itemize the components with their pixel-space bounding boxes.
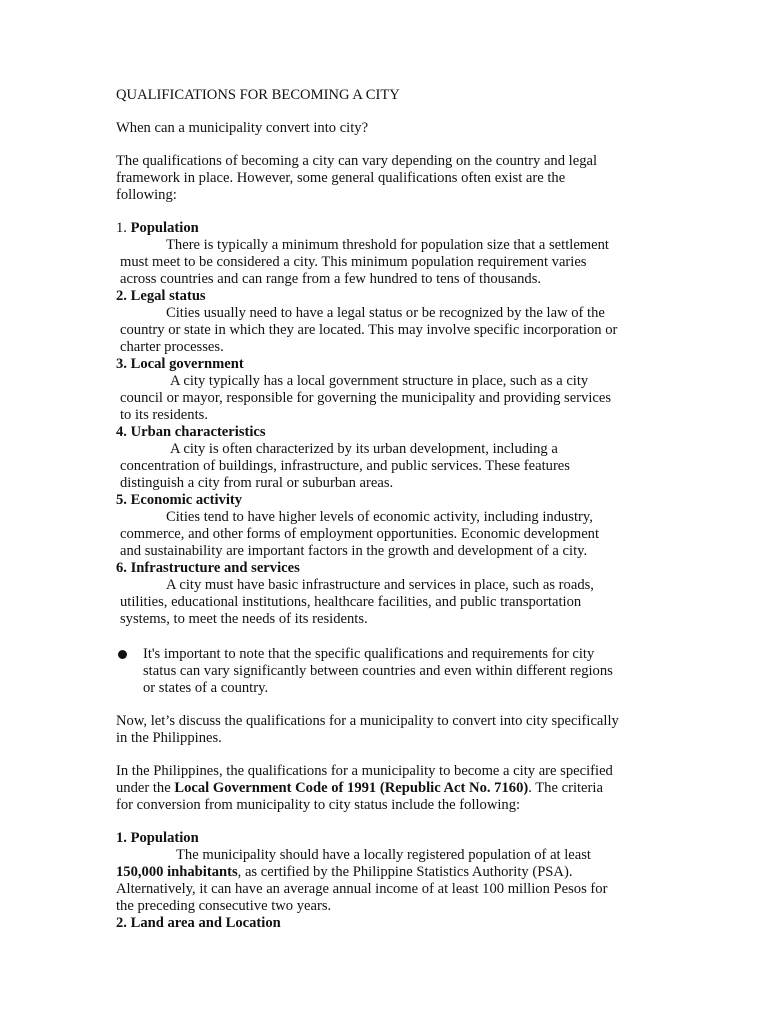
document-title: QUALIFICATIONS FOR BECOMING A CITY	[116, 87, 400, 103]
general-item	[116, 560, 656, 628]
item-number: 3.	[116, 356, 127, 372]
general-item	[116, 424, 656, 492]
item-heading	[116, 492, 656, 509]
ph-intro-line: In the Philippines, the qualifications for a municipality to become a city are specified	[116, 763, 613, 779]
item-heading-text: Population	[130, 220, 199, 236]
intro-paragraph	[116, 153, 656, 204]
item-heading-text: Economic activity	[130, 492, 243, 508]
item-line: distinguish a city from rural or suburban areas.	[120, 475, 394, 491]
item-heading	[116, 356, 656, 373]
item-heading	[116, 424, 656, 441]
item-number: 6.	[116, 560, 127, 576]
item-number: 1.	[116, 220, 127, 236]
intro-line: framework in place. However, some general qualifications often exist are the	[116, 170, 566, 186]
bullet-note	[116, 646, 656, 697]
bullet-line: or states of a country.	[143, 680, 269, 696]
general-qualifications-list	[116, 220, 656, 628]
item-heading-text: Local government	[130, 356, 244, 372]
document-page	[116, 87, 656, 932]
criteria-heading-population: 1. Population	[116, 830, 199, 846]
item-heading	[116, 560, 656, 577]
philippines-criteria-list	[116, 830, 656, 932]
transition-paragraph	[116, 713, 656, 747]
item-heading	[116, 288, 656, 305]
item-number: 5.	[116, 492, 127, 508]
item-first-line: Cities tend to have higher levels of economic activity, including industry,	[166, 509, 593, 525]
intro-line: following:	[116, 187, 177, 203]
ph-intro-text: . The criteria	[528, 780, 603, 796]
item-line: concentration of buildings, infrastructure, and public services. These features	[120, 458, 570, 474]
criteria-line: The municipality should have a locally registered population of at least	[176, 847, 591, 863]
bullet-icon	[118, 650, 127, 659]
item-first-line: A city is often characterized by its urban development, including a	[170, 441, 558, 457]
population-threshold: 150,000 inhabitants	[116, 864, 238, 880]
item-line: and sustainability are important factors in the growth and development of a city.	[120, 543, 588, 559]
intro-line: The qualifications of becoming a city can vary depending on the country and legal	[116, 153, 598, 169]
item-line: country or state in which they are located. This may involve specific incorporation or	[120, 322, 618, 338]
general-item	[116, 356, 656, 424]
item-line: utilities, educational institutions, healthcare facilities, and public transportation	[120, 594, 582, 610]
question-line: When can a municipality convert into city?	[116, 120, 369, 136]
item-line: across countries and can range from a few hundred to tens of thousands.	[120, 271, 542, 287]
item-line: must meet to be considered a city. This minimum population requirement varies	[120, 254, 587, 270]
item-heading-text: Legal status	[130, 288, 206, 304]
item-line: commerce, and other forms of employment opportunities. Economic development	[120, 526, 600, 542]
item-line: charter processes.	[120, 339, 224, 355]
item-line: council or mayor, responsible for governing the municipality and providing services	[120, 390, 612, 406]
philippines-intro-paragraph	[116, 763, 656, 814]
ph-intro-text: under the	[116, 780, 175, 796]
bullet-line: It's important to note that the specific qualifications and requirements for city	[143, 646, 595, 662]
criteria-line: Alternatively, it can have an average annual income of at least 100 million Pesos for	[116, 881, 608, 897]
item-number: 2.	[116, 288, 127, 304]
bullet-line: status can vary significantly between countries and even within different regions	[143, 663, 613, 679]
item-line: systems, to meet the needs of its residents.	[120, 611, 368, 627]
general-item	[116, 288, 656, 356]
law-reference: Local Government Code of 1991 (Republic Act No. 7160)	[174, 780, 529, 796]
item-heading	[116, 220, 656, 237]
criteria-line	[116, 864, 656, 881]
ph-intro-line: for conversion from municipality to city status include the following:	[116, 797, 521, 813]
item-first-line: There is typically a minimum threshold for population size that a settlement	[166, 237, 609, 253]
item-line: to its residents.	[120, 407, 208, 423]
criteria-line: the preceding consecutive two years.	[116, 898, 332, 914]
item-first-line: A city must have basic infrastructure and services in place, such as roads,	[166, 577, 594, 593]
item-heading-text: Urban characteristics	[130, 424, 266, 440]
criteria-text: , as certified by the Philippine Statistics Authority (PSA).	[237, 864, 573, 880]
transition-line: in the Philippines.	[116, 730, 222, 746]
item-first-line: Cities usually need to have a legal status or be recognized by the law of the	[166, 305, 605, 321]
general-item	[116, 220, 656, 288]
item-heading-text: Infrastructure and services	[130, 560, 300, 576]
transition-line: Now, let’s discuss the qualifications for a municipality to convert into city specifically	[116, 713, 619, 729]
ph-intro-line	[116, 780, 656, 797]
general-item	[116, 492, 656, 560]
criteria-heading-land-area: 2. Land area and Location	[116, 915, 281, 931]
item-number: 4.	[116, 424, 127, 440]
item-first-line: A city typically has a local government structure in place, such as a city	[170, 373, 589, 389]
